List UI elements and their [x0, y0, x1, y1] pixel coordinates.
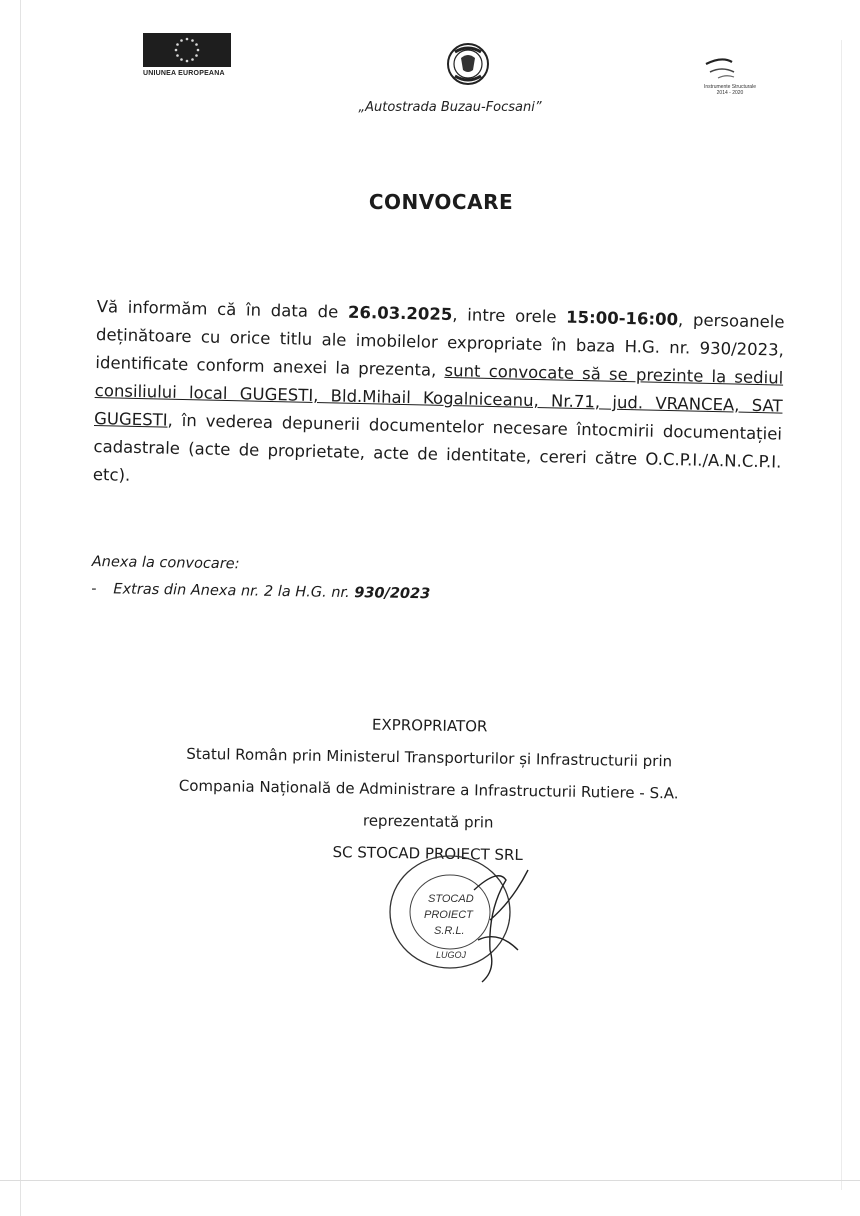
- scan-edge: [20, 0, 21, 1216]
- meeting-location: sunt convocate să se prezinte la sediul consiliului local GUGESTI, Bld.Mihail Kogalniceanu, Nr.71, jud. VRANCEA, SAT GUGESTI: [93, 360, 784, 430]
- signature-company: SC STOCAD PROIECT SRL: [332, 843, 523, 865]
- annex-dash: -: [91, 580, 97, 598]
- government-logo: [433, 42, 503, 86]
- stamp-text: STOCAD: [428, 893, 474, 905]
- instrument-caption-years: 2014 - 2020: [716, 90, 744, 96]
- meeting-hours: 15:00-16:00: [565, 307, 679, 330]
- body-text-1: Vă informăm că în data de: [96, 296, 349, 322]
- eu-logo: [143, 33, 231, 77]
- eu-flag-icon: [143, 33, 231, 67]
- project-title: „Autostrada Buzau-Focsani”: [358, 100, 542, 115]
- stamp-text: PROIECT: [424, 909, 473, 921]
- signature-line: Compania Națională de Administrare a Infrastructurii Rutiere - S.A.: [178, 776, 679, 803]
- company-stamp: [378, 850, 538, 990]
- signature-line: reprezentată prin: [362, 811, 494, 832]
- eu-caption: UNIUNEA EUROPEANA: [143, 70, 225, 77]
- annex-item-text: Extras din Anexa nr. 2 la H.G. nr.: [113, 581, 355, 602]
- stamp-text: S.R.L.: [434, 925, 465, 937]
- body-text-2: , intre orele: [452, 305, 567, 327]
- handwritten-signature: [474, 870, 528, 982]
- annex-item-number: 930/2023: [354, 585, 431, 603]
- document-title: CONVOCARE: [368, 190, 514, 214]
- body-text-4: , în vederea depunerii documentelor necesare întocmirii documentației cadastrale (acte de proprietate, acte de identitate, cereri către O.C.P.I./A.N.C.P.I. etc).: [92, 410, 783, 485]
- annex-block: [91, 549, 431, 608]
- signature-line: Statul Român prin Ministerul Transporturilor și Infrastructurii prin: [186, 744, 673, 771]
- body-text-3: , persoanele deținătoare cu orice titlu ale imobilelor expropriate în baza H.G. nr. 930/2023, identificate conform anexei la prezenta,: [95, 310, 785, 380]
- expropriator-role: EXPROPRIATOR: [371, 715, 488, 736]
- signature-block: [137, 705, 719, 874]
- structural-instruments-caption: [690, 84, 770, 96]
- annex-item: [91, 576, 430, 608]
- notice-paragraph: [93, 293, 785, 505]
- meeting-date: 26.03.2025: [347, 302, 453, 325]
- scan-edge: [0, 1180, 860, 1181]
- annex-title: Anexa la convocare:: [91, 553, 240, 573]
- stamp-city: LUGOJ: [436, 950, 467, 960]
- instrument-caption-line: Instrumente Structurale: [704, 84, 756, 90]
